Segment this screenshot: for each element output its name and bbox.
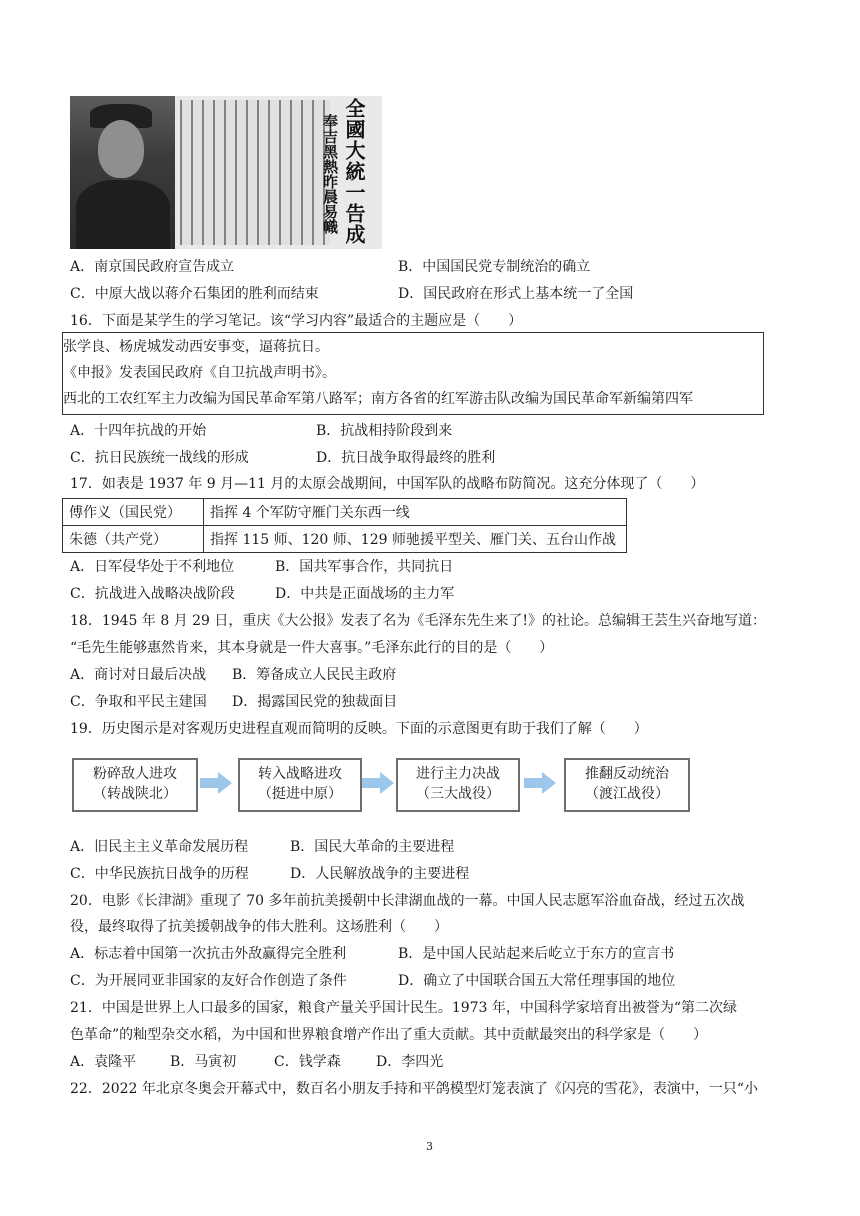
flow-step-3-note: （三大战役） <box>416 786 500 802</box>
q17-option-a: A．日军侵华处于不利地位 <box>70 559 235 575</box>
q16-option-a: A．十四年抗战的开始 <box>70 423 207 439</box>
flow-step-4-title: 推翻反动统治 <box>585 766 669 782</box>
q15-option-c: C．中原大战以蒋介石集团的胜利而结束 <box>70 286 319 302</box>
table-cell: 朱德（共产党） <box>63 526 204 553</box>
table-row <box>63 499 627 526</box>
q19-option-d: D．人民解放战争的主要进程 <box>290 866 470 882</box>
flow-step-4-note: （渡江战役） <box>585 786 669 802</box>
photo-subheadline: 奉吉黑熱昨晨易幟 <box>321 114 339 234</box>
q17-option-c: C．抗战进入战略决战阶段 <box>70 586 235 602</box>
q20-stem-line2: 役，最终取得了抗美援朝战争的伟大胜利。这场胜利（ ） <box>70 919 448 935</box>
q20-option-d: D．确立了中国联合国五大常任理事国的地位 <box>398 973 676 989</box>
q19-option-a: A．旧民主主义革命发展历程 <box>70 839 249 855</box>
table-cell: 指挥 4 个军防守雁门关东西一线 <box>204 499 627 526</box>
q21-option-a: A．袁隆平 <box>70 1054 137 1070</box>
q17-option-d: D．中共是正面战场的主力军 <box>275 586 455 602</box>
q19-stem: 19．历史图示是对客观历史进程直观而简明的反映。下面的示意图更有助于我们了解（ ） <box>70 721 648 737</box>
flow-step-1-title: 粉碎敌人进攻 <box>93 766 177 782</box>
q21-stem-line2: 色革命”的籼型杂交水稻，为中国和世界粮食增产作出了重大贡献。其中贡献最突出的科学家是（ ） <box>70 1027 708 1043</box>
q18-stem-line2: “毛先生能够惠然肯来，其本身就是一件大喜事。”毛泽东此行的目的是（ ） <box>70 640 554 656</box>
page-number: 3 <box>426 1140 433 1153</box>
q16-note-1: 张学良、杨虎城发动西安事变，逼蒋抗日。 <box>63 339 329 355</box>
q18-option-b: B．筹备成立人民民主政府 <box>232 667 397 683</box>
q17-stem: 17．如表是 1937 年 9 月—11 月的太原会战期间，中国军队的战略布防简况。这充分体现了（ ） <box>70 476 705 492</box>
q16-note-2: 《申报》发表国民政府《自卫抗战声明书》。 <box>63 365 336 381</box>
q20-option-b: B．是中国人民站起来后屹立于东方的宣言书 <box>398 946 675 962</box>
q16-stem: 16．下面是某学生的学习笔记。该“学习内容”最适合的主题应是（ ） <box>70 313 523 329</box>
q16-option-d: D．抗日战争取得最终的胜利 <box>316 450 496 466</box>
q19-option-b: B．国民大革命的主要进程 <box>290 839 455 855</box>
q16-note-3: 西北的工农红军主力改编为国民革命军第八路军；南方各省的红军游击队改编为国民革命军新编第四军 <box>63 391 693 407</box>
table-row <box>63 526 627 553</box>
q20-stem-line1: 20．电影《长津湖》重现了 70 多年前抗美援朝中长津湖血战的一幕。中国人民志愿军浴血奋战，经过五次战 <box>70 893 745 909</box>
newspaper-photo <box>70 96 382 249</box>
flow-step-3-title: 进行主力决战 <box>416 766 500 782</box>
q18-option-c: C．争取和平民主建国 <box>70 694 207 710</box>
q18-option-d: D．揭露国民党的独裁面目 <box>232 694 398 710</box>
q15-option-d: D．国民政府在形式上基本统一了全国 <box>398 286 634 302</box>
q17-table <box>62 498 627 553</box>
q15-option-a: A．南京国民政府宣告成立 <box>70 259 235 275</box>
table-cell: 傅作义（国民党） <box>63 499 204 526</box>
q21-stem-line1: 21．中国是世界上人口最多的国家，粮食产量关乎国计民生。1973 年，中国科学家培育出被誉为“第二次绿 <box>70 1000 738 1016</box>
flow-step-3 <box>396 758 520 812</box>
q17-option-b: B．国共军事合作，共同抗日 <box>275 559 454 575</box>
q16-option-c: C．抗日民族统一战线的形成 <box>70 450 249 466</box>
q21-option-b: B．马寅初 <box>170 1054 237 1070</box>
q16-notes-box <box>62 332 764 415</box>
flow-step-2-title: 转入战略进攻 <box>258 766 342 782</box>
q21-option-c: C．钱学森 <box>274 1054 341 1070</box>
flow-step-1-note: （转战陕北） <box>93 786 177 802</box>
flow-step-2 <box>238 758 362 812</box>
flow-step-1 <box>72 758 198 812</box>
q21-option-d: D．李四光 <box>376 1054 444 1070</box>
flow-step-2-note: （挺进中原） <box>258 786 342 802</box>
q16-option-b: B．抗战相持阶段到来 <box>316 423 453 439</box>
q19-option-c: C．中华民族抗日战争的历程 <box>70 866 249 882</box>
q20-option-a: A．标志着中国第一次抗击外敌赢得完全胜利 <box>70 946 347 962</box>
newspaper-columns <box>180 100 330 245</box>
q20-option-c: C．为开展同亚非国家的友好合作创造了条件 <box>70 973 347 989</box>
table-cell: 指挥 115 师、120 师、129 师驰援平型关、雁门关、五台山作战 <box>204 526 627 553</box>
q18-option-a: A．商讨对日最后决战 <box>70 667 207 683</box>
q22-stem-line1: 22．2022 年北京冬奥会开幕式中，数百名小朋友手持和平鸽模型灯笼表演了《闪亮的雪花》，表演中，一只“小 <box>70 1081 759 1097</box>
q15-option-b: B．中国国民党专制统治的确立 <box>398 259 591 275</box>
q18-stem-line1: 18．1945 年 8 月 29 日，重庆《大公报》发表了名为《毛泽东先生来了!》的社论。总编辑王芸生兴奋地写道： <box>70 613 767 629</box>
portrait-image <box>70 96 175 249</box>
flow-step-4 <box>564 758 690 812</box>
photo-headline: 全國大統一告成 <box>342 98 366 245</box>
